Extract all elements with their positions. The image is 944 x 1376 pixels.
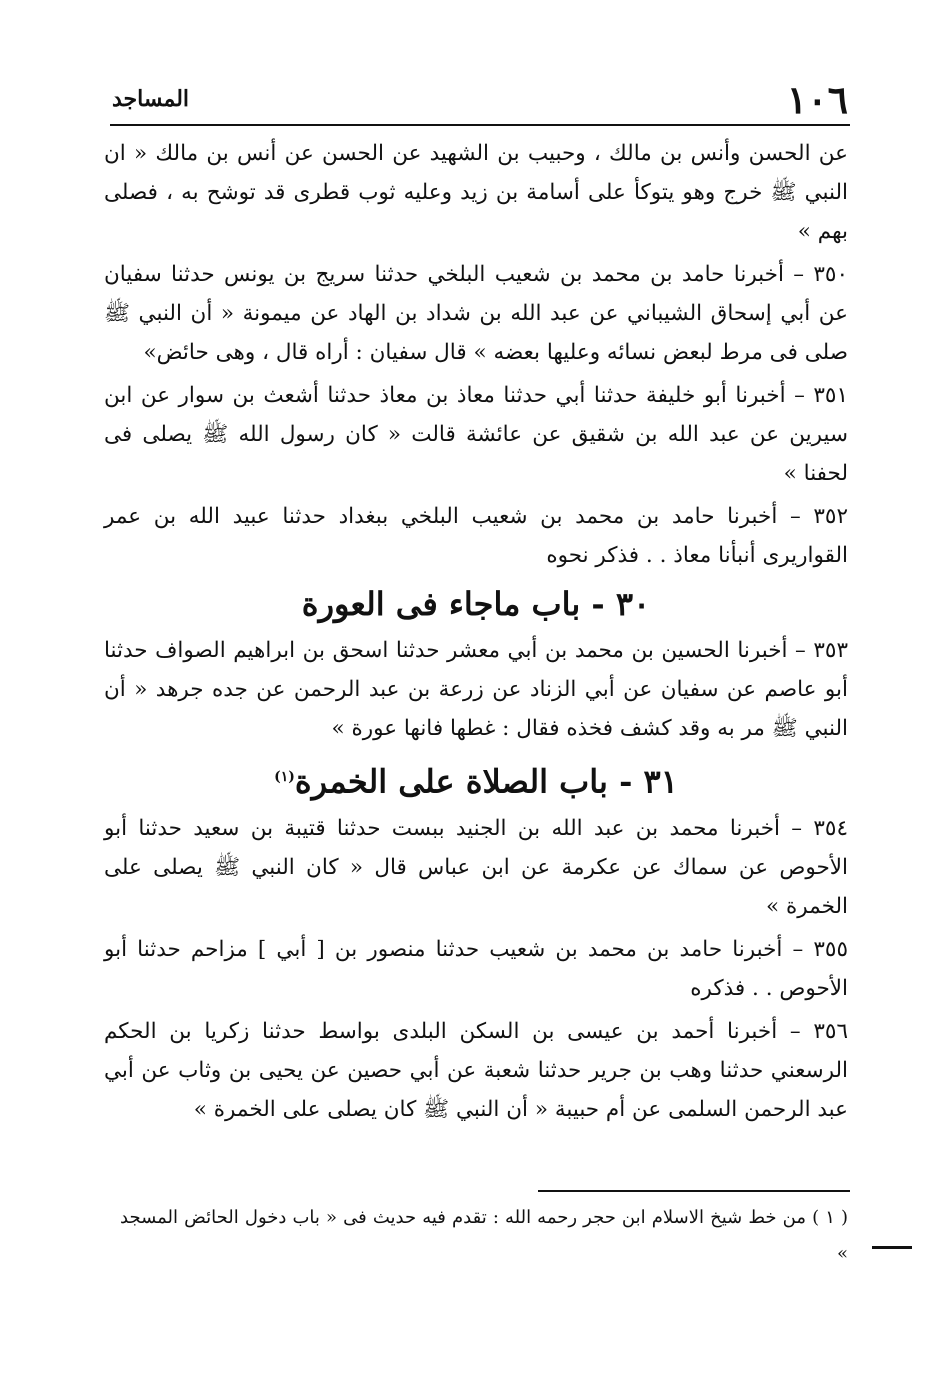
page-number: ١٠٦ [786, 77, 848, 122]
footnote: ( ١ ) من خط شيخ الاسلام ابن حجر رحمه الله : تقدم فيه حديث فى « باب دخول الحائض المسجد » [120, 1207, 848, 1264]
header-rule [110, 124, 850, 126]
hadith-350: ٣٥٠ – أخبرنا حامد بن محمد بن شعيب البلخي حدثنا سريج بن يونس حدثنا سفيان عن أبي إسحاق الشيباني عن عبد الله بن شداد بن الهاد عن ميمونة « أن النبي ﷺ صلى فى مرط لبعض نسائه وعليها بعضه » قال سفيان : أراه قال ، وهى حائض» [104, 262, 848, 365]
footnote-marker: (١) [274, 769, 295, 785]
page-body [104, 134, 848, 1133]
chapter-heading-30-text: ٣٠ - باب ماجاء فى العورة [301, 585, 651, 623]
chapter-heading-31 [104, 752, 848, 807]
chapter-heading-31-text: ٣١ - باب الصلاة على الخمرة [294, 762, 678, 801]
page-header [112, 78, 848, 122]
hadith-353: ٣٥٣ – أخبرنا الحسين بن محمد بن أبي معشر حدثنا اسحق بن ابراهيم الصواف حدثنا أبو عاصم عن سفيان عن أبي الزناد عن زرعة بن عبد الرحمن عن جده جرهد « أن النبي ﷺ مر به وقد كشف فخذه فقال : غطها فانها عورة » [104, 638, 848, 741]
running-head: المساجد [112, 86, 190, 112]
hadith-351: ٣٥١ – أخبرنا أبو خليفة حدثنا أبي حدثنا معاذ بن معاذ حدثنا أشعث بن سوار عن ابن سيرين عن عبد الله بن شقيق عن عائشة قالت « كان رسول الله ﷺ يصلى فى لحفنا » [104, 383, 848, 486]
hadith-354: ٣٥٤ – أخبرنا محمد بن عبد الله بن الجنيد ببست حدثنا قتيبة بن سعيد حدثنا أبو الأحوص عن سماك عن عكرمة عن ابن عباس قال « كان النبي ﷺ يصلى على الخمرة » [104, 815, 848, 919]
footnote-rule [538, 1190, 850, 1192]
hadith-352: ٣٥٢ – أخبرنا حامد بن محمد بن شعيب البلخي ببغداد حدثنا عبيد الله بن عمر القواريرى أنبأنا معاذ . . فذكر نحوه [104, 504, 848, 568]
hadith-355: ٣٥٥ – أخبرنا حامد بن محمد بن شعيب حدثنا منصور بن [ أبي ] مزاحم حدثنا أبو الأحوص . . فذكره [104, 936, 848, 1001]
paragraph-continuation: عن الحسن وأنس بن مالك ، وحبيب بن الشهيد عن الحسن عن أنس بن مالك « ان النبي ﷺ خرج وهو يتوكأ على أسامة بن زيد وعليه ثوب قطرى قد توشح به ، فصلى بهم » [104, 141, 848, 244]
chapter-heading-30 [104, 579, 848, 629]
margin-mark [872, 1246, 912, 1249]
hadith-356: ٣٥٦ – أخبرنا أحمد بن عيسى بن السكن البلدى بواسط حدثنا زكريا بن الحكم الرسعني حدثنا وهب بن جرير حدثنا شعبة عن أبي حصين عن يحيى بن وثاب عن أبي عبد الرحمن السلمى عن أم حبيبة « أن النبي ﷺ كان يصلى على الخمرة » [104, 1018, 848, 1122]
